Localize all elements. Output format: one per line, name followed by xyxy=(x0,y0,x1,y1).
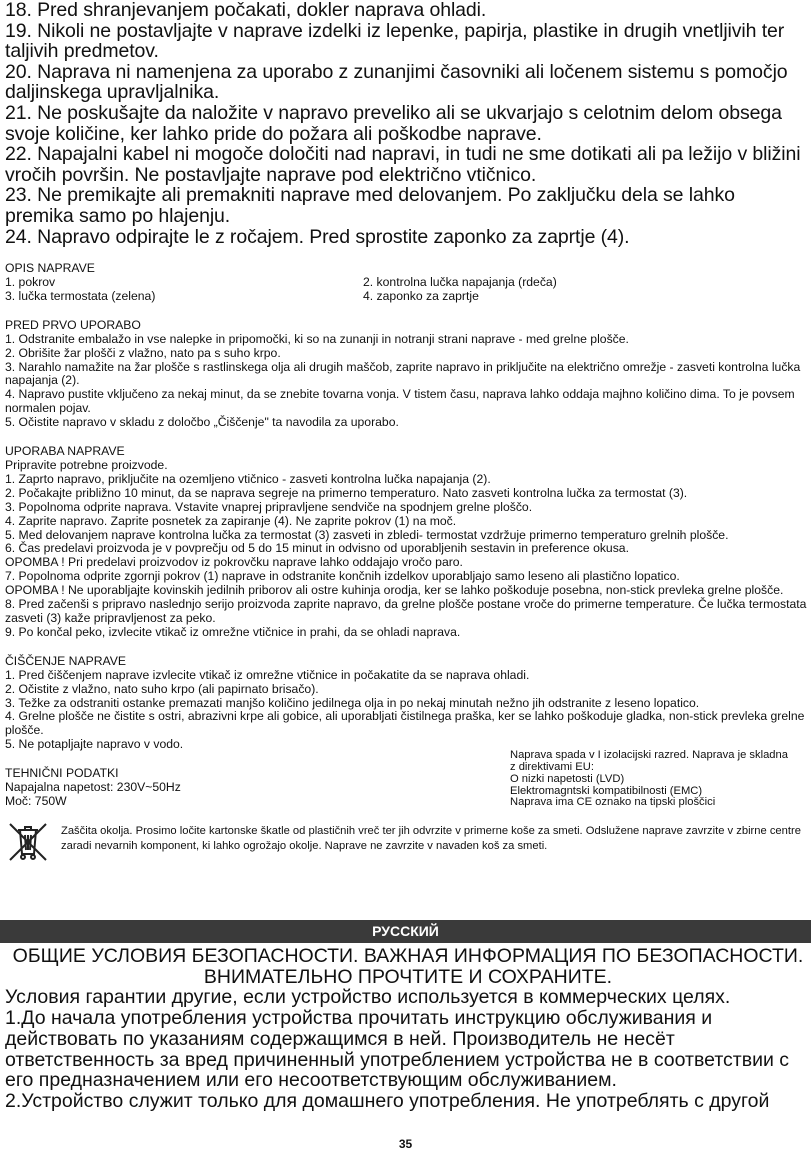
ru-item-1: 1.До начала употребления устройства прочитать инструкцию обслуживания и действовать по указаниям содержащимся в ней. Производитель не несёт ответственность за вред причиненный употреблением устройства не в соответствии с его предназначением или его несоответствующим обслуживанием. xyxy=(5,1007,790,1092)
environment-text: Zaščita okolja. Prosimo ločite kartonske škatle od plastičnih vreč ter jih odvrzite v primerne koše za smeti. Odslužene naprave zavrzite v zbirne centre zaradi nevarnih komponent, ki lahko ogrožajo okolje. Naprave ne zavrzite v navaden koš za smeti. xyxy=(61,825,801,852)
usage-line: 1. Zaprto napravo, priključite na ozemljeno vtičnico - zasveti kontrolna lučka napajanja (2). xyxy=(5,471,491,486)
cleaning-line: 4. Grelne plošče ne čistite s ostri, abrazivni krpe ali gobice, ali uporabljati čistilnega praška, ker se lahko poškoduje gladka, non-stick prevleka grelne plošče. xyxy=(5,709,805,738)
tech-block xyxy=(5,738,510,809)
conformity-line: Naprava ima CE oznako na tipski ploščici xyxy=(510,796,716,809)
usage-line: 4. Zaprite napravo. Zaprite posnetek za zapiranje (4). Ne zaprite pokrov (1) na moč. xyxy=(5,513,457,528)
ru-title-line-1: ОБЩИЕ УСЛОВИЯ БЕЗОПАСНОСТИ. ВАЖНАЯ ИНФОРМАЦИЯ ПО БЕЗОПАСНОСТИ. xyxy=(12,945,804,967)
tech-voltage: Napajalna napetost: 230V~50Hz xyxy=(5,780,181,795)
safety-item-22: 22. Napajalni kabel ni mogoče določiti nad napravi, in tudi ne sme dotikati ali pa ležijo v bližini vročih površin. Ne postavljajte naprave pod električno vtičnico. xyxy=(5,143,801,186)
usage-line: 7. Popolnoma odprite zgornji pokrov (1) naprave in odstranite končnih izdelkov uporabljajo samo leseno ali plastično lopatico. xyxy=(5,569,680,584)
conformity-block xyxy=(510,738,788,809)
before-first-use-line: 4. Napravo pustite vključeno za nekaj minut, da se znebite tovarna vonja. V tistem času, naprava lahko oddaja majhno količino dima. To je povsem normalen pojav. xyxy=(5,387,795,416)
tech-power: Moč: 750W xyxy=(5,793,67,808)
description-row-1 xyxy=(5,276,807,290)
safety-item-20: 20. Naprava ni namenjena za uporabo z zunanjimi časovniki ali ločenem sistemu s pomočjo daljinskega upravljalnika. xyxy=(5,60,788,104)
language-banner: РУССКИЙ xyxy=(0,920,811,943)
description-item-1: 1. pokrov xyxy=(5,275,56,290)
ru-warranty-paragraph: Условия гарантии другие, если устройство используется в коммерческих целях. xyxy=(5,986,731,1009)
description-row-2 xyxy=(5,290,807,304)
ru-title-line-2: ВНИМАТЕЛЬНО ПРОЧТИТЕ И СОХРАНИТЕ. xyxy=(203,965,613,988)
slovenian-section xyxy=(5,0,807,864)
description-section xyxy=(5,262,807,304)
before-first-use-heading: PRED PRVO UPORABO xyxy=(5,317,141,332)
usage-line: 9. Po končal peko, izvlecite vtikač iz omrežne vtičnice in prahi, da se ohladi naprava. xyxy=(5,624,461,639)
cleaning-heading: ČIŠČENJE NAPRAVE xyxy=(5,653,126,668)
usage-line: 8. Pred začenši s pripravo naslednjo serijo proizvoda zaprite napravo, da grelne plošče postane vroče do primerne temperature. Če lučka termostata zasveti (3) kaže pripravljenost za peko. xyxy=(5,597,807,625)
usage-note: OPOMBA ! Ne uporabljajte kovinskih jedilnih priborov ali ostre kuhinja orodja, ker se lahko poškoduje posebna, non-stick prevleka grelne plošče. xyxy=(5,583,784,598)
conformity-line: Naprava spada v I izolacijski razred. Naprava je skladna xyxy=(510,749,788,762)
description-heading: OPIS NAPRAVE xyxy=(5,261,95,276)
usage-line: 6. Čas predelavi proizvoda je v povprečju od 5 do 15 minut in odvisno od uporabljenih sestavin in preference okusa. xyxy=(5,541,629,556)
description-item-3: 3. lučka termostata (zelena) xyxy=(5,288,156,303)
description-item-2: 2. kontrolna lučka napajanja (rdeča) xyxy=(363,275,557,290)
cleaning-line: 1. Pred čiščenjem naprave izvlecite vtikač iz omrežne vtičnice in počakatite da se naprava ohladi. xyxy=(5,667,530,682)
safety-items xyxy=(5,0,807,247)
before-first-use-line: 3. Narahlo namažite na žar plošče s rastlinskega olja ali drugih maščob, zaprite napravo in priključite na električno omrežje - zasveti kontrolna lučka napajanja (2). xyxy=(5,359,801,388)
environment-notice xyxy=(5,818,807,864)
usage-note: OPOMBA ! Pri predelavi proizvodov iz pokrovčku naprave lahko oddajajo vročo paro. xyxy=(5,555,463,570)
cleaning-line: 3. Težke za odstraniti ostanke premazati manjšo količino jedilnega olja in po nekaj minutah nežno jih odstranite z leseno lopatico. xyxy=(5,695,700,710)
cleaning-line: 2. Očistite z vlažno, nato suho krpo (ali papirnato brisačo). xyxy=(5,681,319,696)
safety-item-24: 24. Napravo odpirajte le z ročajem. Pred sprostite zaponko za zaprtje (4). xyxy=(5,225,630,248)
usage-section xyxy=(5,445,807,640)
usage-line: Pripravite potrebne proizvode. xyxy=(5,458,168,472)
conformity-line: O nizki napetosti (LVD) xyxy=(510,772,625,785)
before-first-use-line: 1. Odstranite embalažo in vse nalepke in pripomočki, ki so na zunanji in notranji strani naprave - med grelne plošče. xyxy=(5,331,629,346)
usage-heading: UPORABA NAPRAVE xyxy=(5,444,125,459)
usage-line: 5. Med delovanjem naprave kontrolna lučka za termostat (3) zasveti in zbledi- termostat vzdržuje primerno temperaturo grelnih plošče. xyxy=(5,527,729,542)
safety-item-19: 19. Nikoli ne postavljajte v naprave izdelki iz lepenke, papirja, plastike in drugih vnetljivih ter taljivih predmetov. xyxy=(5,19,785,63)
cleaning-section xyxy=(5,655,807,809)
safety-item-23: 23. Ne premikajte ali premakniti naprave med delovanjem. Po zaključku dela se lahko premika samo po hlajenju. xyxy=(5,184,735,227)
tech-heading: TEHNIČNI PODATKI xyxy=(5,766,119,781)
usage-line: 3. Popolnoma odprite naprava. Vstavite vnaprej pripravljene sendviče na spodnjem grelne ploščo. xyxy=(5,499,533,514)
safety-item-21: 21. Ne poskušajte da naložite v napravo preveliko ali se ukvarjajo s celotnim delom obsega svoje količine, ker lahko pride do požara ali poškodbe naprave. xyxy=(5,101,782,145)
safety-item-18: 18. Pred shranjevanjem počakati, dokler naprava ohladi. xyxy=(5,0,487,21)
conformity-line: Elektromagntski kompatibilnosti (EMC) xyxy=(510,784,703,797)
ru-item-2: 2.Устройство служит только для домашнего употребления. Не употреблять с другой xyxy=(5,1089,770,1112)
before-first-use-line: 2. Obrišite žar plošči z vlažno, nato pa s suho krpo. xyxy=(5,345,281,360)
before-first-use-line: 5. Očistite napravo v skladu z določbo „Čiščenje" ta navodila za uporabo. xyxy=(5,415,399,430)
description-item-4: 4. zaponko za zaprtje xyxy=(363,288,479,303)
before-first-use-section xyxy=(5,319,807,430)
russian-section xyxy=(5,946,811,1112)
conformity-line: z direktivami EU: xyxy=(510,761,594,774)
usage-line: 2. Počakajte približno 10 minut, da se naprava segreje na primerno temperaturo. Nato zasveti kontrolna lučka za termostat (3). xyxy=(5,485,688,500)
page-number: 35 xyxy=(398,1137,413,1151)
cleaning-last-row xyxy=(5,738,807,809)
cleaning-line: 5. Ne potapljajte napravo v vodo. xyxy=(5,737,184,752)
crossed-bin-icon xyxy=(5,818,51,864)
